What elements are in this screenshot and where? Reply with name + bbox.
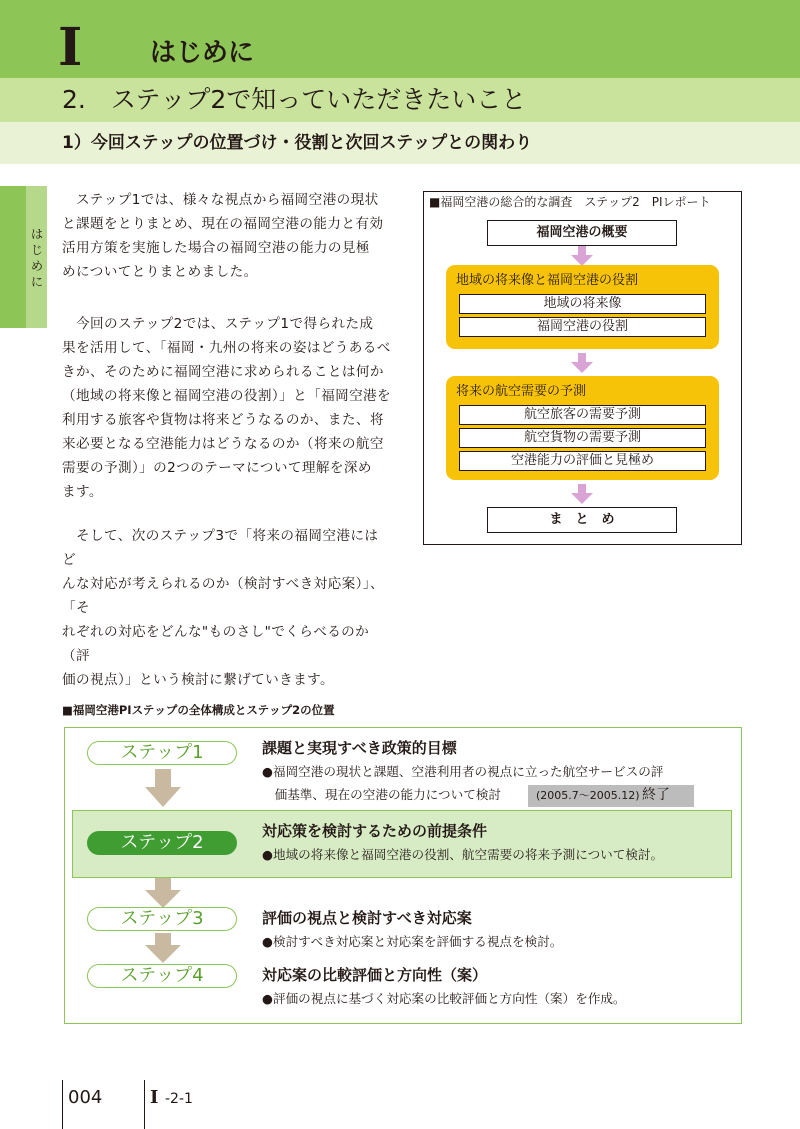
step-2-title: 対応策を検討するための前提条件	[262, 822, 488, 840]
flow-arrow-icon	[570, 484, 594, 504]
flow-arrow-icon	[570, 353, 594, 373]
text-line: きか、そのために福岡空港に求められることは何か	[62, 364, 384, 380]
paragraph-3	[62, 524, 392, 692]
step-3-pill: ステップ3	[87, 907, 237, 931]
chapter-band	[0, 0, 800, 78]
step-3-title: 評価の視点と検討すべき対応案	[262, 909, 472, 927]
completed-label: 終了	[642, 787, 670, 803]
overview-box: 福岡空港の概要	[487, 220, 677, 246]
text-line: れぞれの対応をどんな"ものさし"でくらべるのか（評	[62, 624, 370, 664]
step-4-desc-line: ●評価の視点に基づく対応案の比較評価と方向性（案）を作成。	[262, 991, 626, 1006]
item-box: 福岡空港の役割	[459, 317, 706, 337]
paragraph-2	[62, 312, 392, 504]
page-ref-main: I	[150, 1087, 159, 1108]
item-box: 航空貨物の需要予測	[459, 428, 706, 448]
text-line: 利用する旅客や貨物は将来どうなるのか、また、将	[62, 412, 384, 428]
text-line: 今回のステップ2では、ステップ1で得られた成	[62, 316, 374, 332]
step-2-pill: ステップ2	[87, 831, 237, 855]
step-2-desc-line: ●地域の将来像と福岡空港の役割、航空需要の将来予測について検討。	[262, 847, 664, 862]
text-line: めについてとりまとめました。	[62, 264, 258, 280]
item-box: 航空旅客の需要予測	[459, 405, 706, 425]
step-3-desc-line: ●検討すべき対応案と対応案を評価する視点を検討。	[262, 934, 563, 949]
paragraph-1	[62, 188, 392, 284]
group-label: 将来の航空需要の予測	[456, 384, 587, 399]
completed-date: (2005.7～2005.12)	[536, 789, 640, 802]
text-line: （地域の将来像と福岡空港の役割）」と「福岡空港を	[62, 388, 392, 404]
step-arrow-icon	[143, 933, 183, 963]
chapter-numeral: I	[58, 17, 83, 78]
text-line: 来必要となる空港能力はどうなるのか（将来の航空	[62, 436, 384, 452]
text-line: そして、次のステップ3で「将来の福岡空港にはど	[62, 528, 379, 568]
page-ref-sub: -2-1	[165, 1091, 193, 1107]
steps-section-title: ■福岡空港PIステップの全体構成とステップ2の位置	[62, 703, 335, 717]
side-tab-label: はじめに	[30, 227, 43, 289]
report-box-title: ■福岡空港の総合的な調査 ステップ2 PIレポート	[429, 195, 711, 209]
step-4-title: 対応案の比較評価と方向性（案）	[262, 966, 488, 984]
text-line: 価の視点）」という検討に繋げていきます。	[62, 672, 334, 688]
page-number: 004	[68, 1087, 103, 1108]
footer-rule-left	[62, 1080, 63, 1129]
text-line: ます。	[62, 484, 103, 500]
step-1-pill: ステップ1	[87, 741, 237, 765]
item-box: 地域の将来像	[459, 294, 706, 314]
text-line: 果を活用して、「福岡・九州の将来の姿はどうあるべ	[62, 340, 391, 356]
summary-box: ま と め	[487, 507, 677, 533]
step-4-pill: ステップ4	[87, 964, 237, 988]
chapter-title: はじめに	[150, 38, 255, 68]
item-box: 空港能力の評価と見極め	[459, 451, 706, 471]
text-line: んな対応が考えられるのか（検討すべき対応案）」、「そ	[62, 576, 384, 616]
text-line: 活用方策を実施した場合の福岡空港の能力の見極	[62, 240, 370, 256]
step-1-title: 課題と実現すべき政策的目標	[262, 739, 457, 757]
section-title: 2. ステップ2で知っていただきたいこと	[62, 85, 527, 114]
text-line: ステップ1では、様々な視点から福岡空港の現状	[62, 192, 379, 208]
text-line: 需要の予測）」の2つのテーマについて理解を深め	[62, 460, 372, 476]
footer-rule-right	[144, 1080, 145, 1129]
step-1-desc-line: 価基準、現在の空港の能力について検討	[262, 787, 502, 802]
step-arrow-icon	[143, 769, 183, 809]
subsection-title: 1）今回ステップの位置づけ・役割と次回ステップとの関わり	[62, 133, 533, 153]
step-arrow-icon	[143, 878, 183, 908]
text-line: と課題をとりまとめ、現在の福岡空港の能力と有効	[62, 216, 384, 232]
step-1-desc-line: ●福岡空港の現状と課題、空港利用者の視点に立った航空サービスの評	[262, 764, 664, 779]
group-label: 地域の将来像と福岡空港の役割	[456, 273, 639, 288]
flow-arrow-icon	[570, 246, 594, 266]
